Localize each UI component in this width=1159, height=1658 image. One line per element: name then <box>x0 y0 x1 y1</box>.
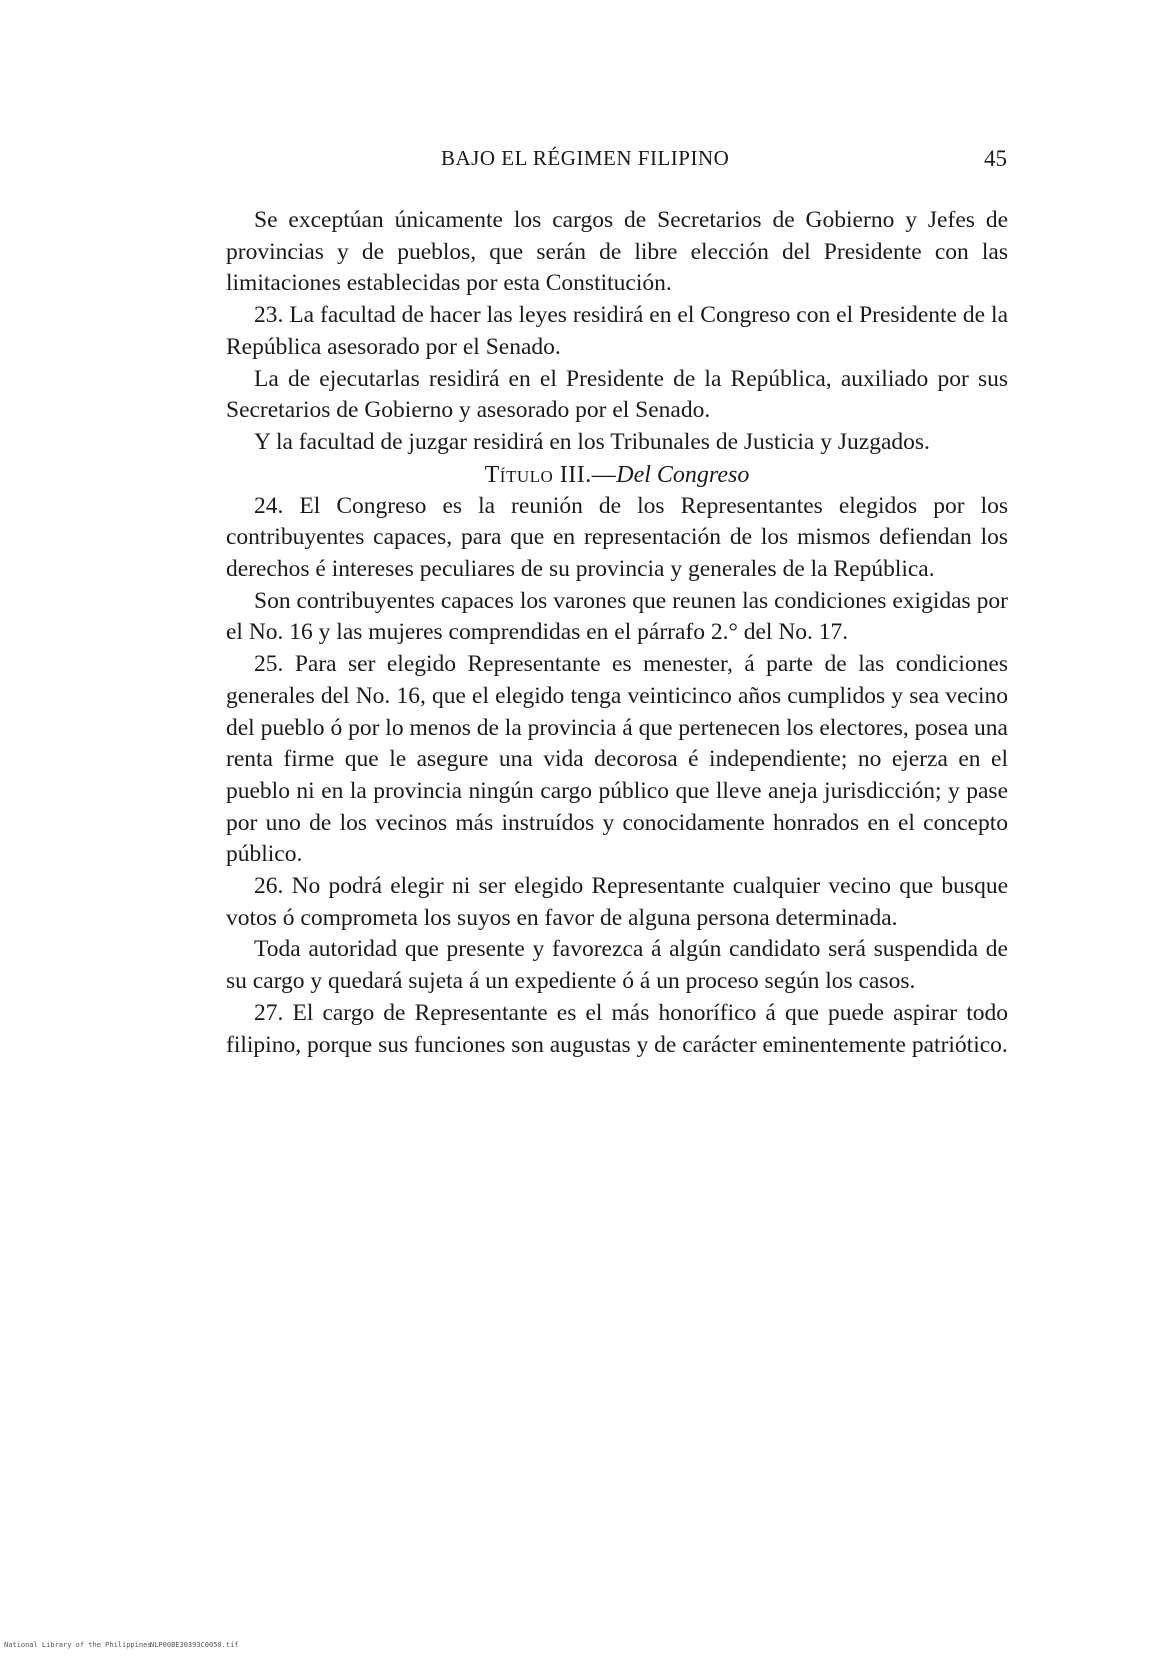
section-heading <box>226 459 1008 491</box>
paragraph: Se exceptúan únicamente los cargos de Secretarios de Gobierno y Jefes de provincias y de pueblos, que serán de libre elección del Presidente con las limitaciones establecidas por esta Constitución. <box>226 207 1008 297</box>
footer-library-credit: National Library of the Philippines <box>4 1641 152 1649</box>
paragraph-article-27: 27. El cargo de Representante es el más honorífico á que puede aspirar todo filipino, porque sus funciones son augustas y de carácter eminentemente patriótico. <box>226 999 1008 1058</box>
paragraph-article-23: 23. La facultad de hacer las leyes residirá en el Congreso con el Presidente de la República asesorado por el Senado. <box>226 302 1008 360</box>
page-number: 45 <box>984 146 1007 171</box>
section-heading-subtitle: Del Congreso <box>616 461 750 488</box>
paragraph: Son contribuyentes capaces los varones que reunen las condiciones exigidas por el No. 16 y las mujeres comprendidas en el párrafo 2.° del No. 17. <box>226 587 1008 646</box>
paragraph: Toda autoridad que presente y favorezca á algún candidato será suspendida de su cargo y quedará sujeta á un expediente ó á un proceso según los casos. <box>226 936 1008 995</box>
paragraph: Y la facultad de juzgar residirá en los Tribunales de Justicia y Juzgados. <box>254 428 930 455</box>
running-head <box>0 146 1159 186</box>
paragraph-article-24: 24. El Congreso es la reunión de los Representantes elegidos por los contribuyentes capaces, para que en representación de los mismos defiendan los derechos é intereses peculiares de su provincia y generales de la República. <box>226 492 1008 583</box>
footer-file-id: NLP00BE30393C0050.tif <box>150 1641 239 1649</box>
paragraph: La de ejecutarlas residirá en el Presidente de la República, auxiliado por sus Secretarios de Gobierno y asesorado por el Senado. <box>226 365 1008 424</box>
paragraph-article-26: 26. No podrá elegir ni ser elegido Representante cualquier vecino que busque votos ó comprometa los suyos en favor de alguna persona determinada. <box>226 873 1008 931</box>
section-heading-title: Título III.— <box>484 461 617 488</box>
page-body <box>226 205 1008 1061</box>
running-title: BAJO EL RÉGIMEN FILIPINO <box>441 146 730 170</box>
paragraph-article-25: 25. Para ser elegido Representante es menester, á parte de las condiciones generales del No. 16, que el elegido tenga veinticinco años cumplidos y sea vecino del pueblo ó por lo menos de la provincia á que pertenecen los electores, posea una renta firme que le asegure una vida decorosa é independiente; no ejerza en el pueblo ni en la provincia ningún cargo público que lleve aneja jurisdicción; y pase por uno de los vecinos más instruídos y conocidamente honrados en el concepto público. <box>226 651 1008 868</box>
